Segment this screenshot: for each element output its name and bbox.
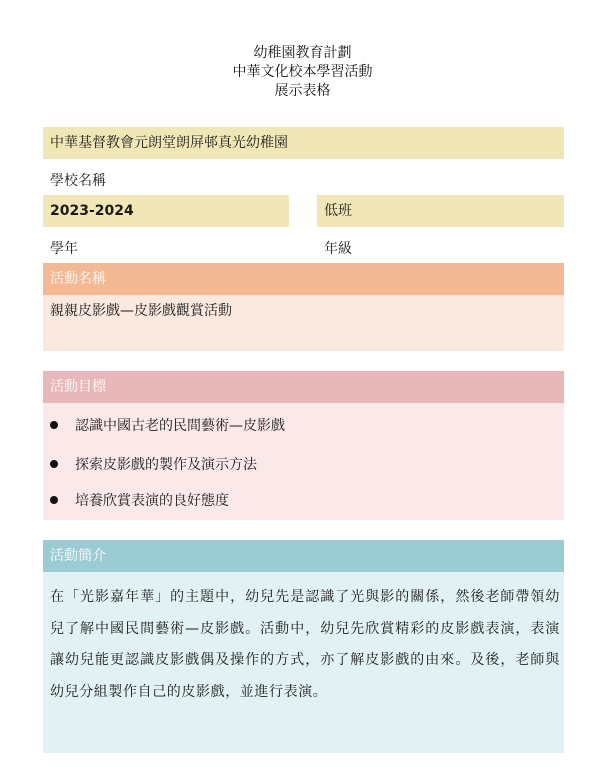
bullet-icon: [50, 421, 58, 429]
school-year-label: 學年: [50, 241, 78, 257]
grade-label: 年級: [324, 241, 352, 257]
objective-item-1: 認識中國古老的民間藝術—皮影戲: [75, 418, 285, 434]
objectives-heading: 活動目標: [43, 371, 564, 403]
bullet-icon: [50, 496, 58, 504]
title-line-2: 中華文化校本學習活動: [232, 64, 373, 80]
title-line-3: 展示表格: [274, 83, 331, 99]
grade-field: 低班: [317, 195, 564, 227]
school-name-label: 學校名稱: [50, 173, 106, 189]
activity-name-value: 親親皮影戲—皮影戲觀賞活動: [50, 303, 232, 319]
objective-item-2: 探索皮影戲的製作及演示方法: [75, 457, 257, 473]
title-line-1: 幼稚園教育計劃: [253, 45, 352, 61]
school-year-field: 2023-2024: [43, 195, 289, 227]
school-name-field: 中華基督教會元朗堂朗屏邨真光幼稚園: [43, 127, 564, 159]
objective-item-3: 培養欣賞表演的良好態度: [75, 493, 229, 509]
bullet-icon: [50, 460, 58, 468]
activity-name-box: [43, 295, 564, 351]
summary-heading: 活動簡介: [43, 540, 564, 572]
document-title: [0, 44, 605, 101]
activity-name-heading: 活動名稱: [43, 263, 564, 295]
summary-text: 在「光影嘉年華」的主題中，幼兒先是認識了光與影的關係，然後老師帶領幼兒了解中國民間藝術—皮影戲。活動中，幼兒先欣賞精彩的皮影戲表演，表演讓幼兒能更認識皮影戲偶及操作的方式，亦了解皮影戲的由來。及後，老師與幼兒分組製作自己的皮影戲，並進行表演。: [50, 589, 560, 700]
